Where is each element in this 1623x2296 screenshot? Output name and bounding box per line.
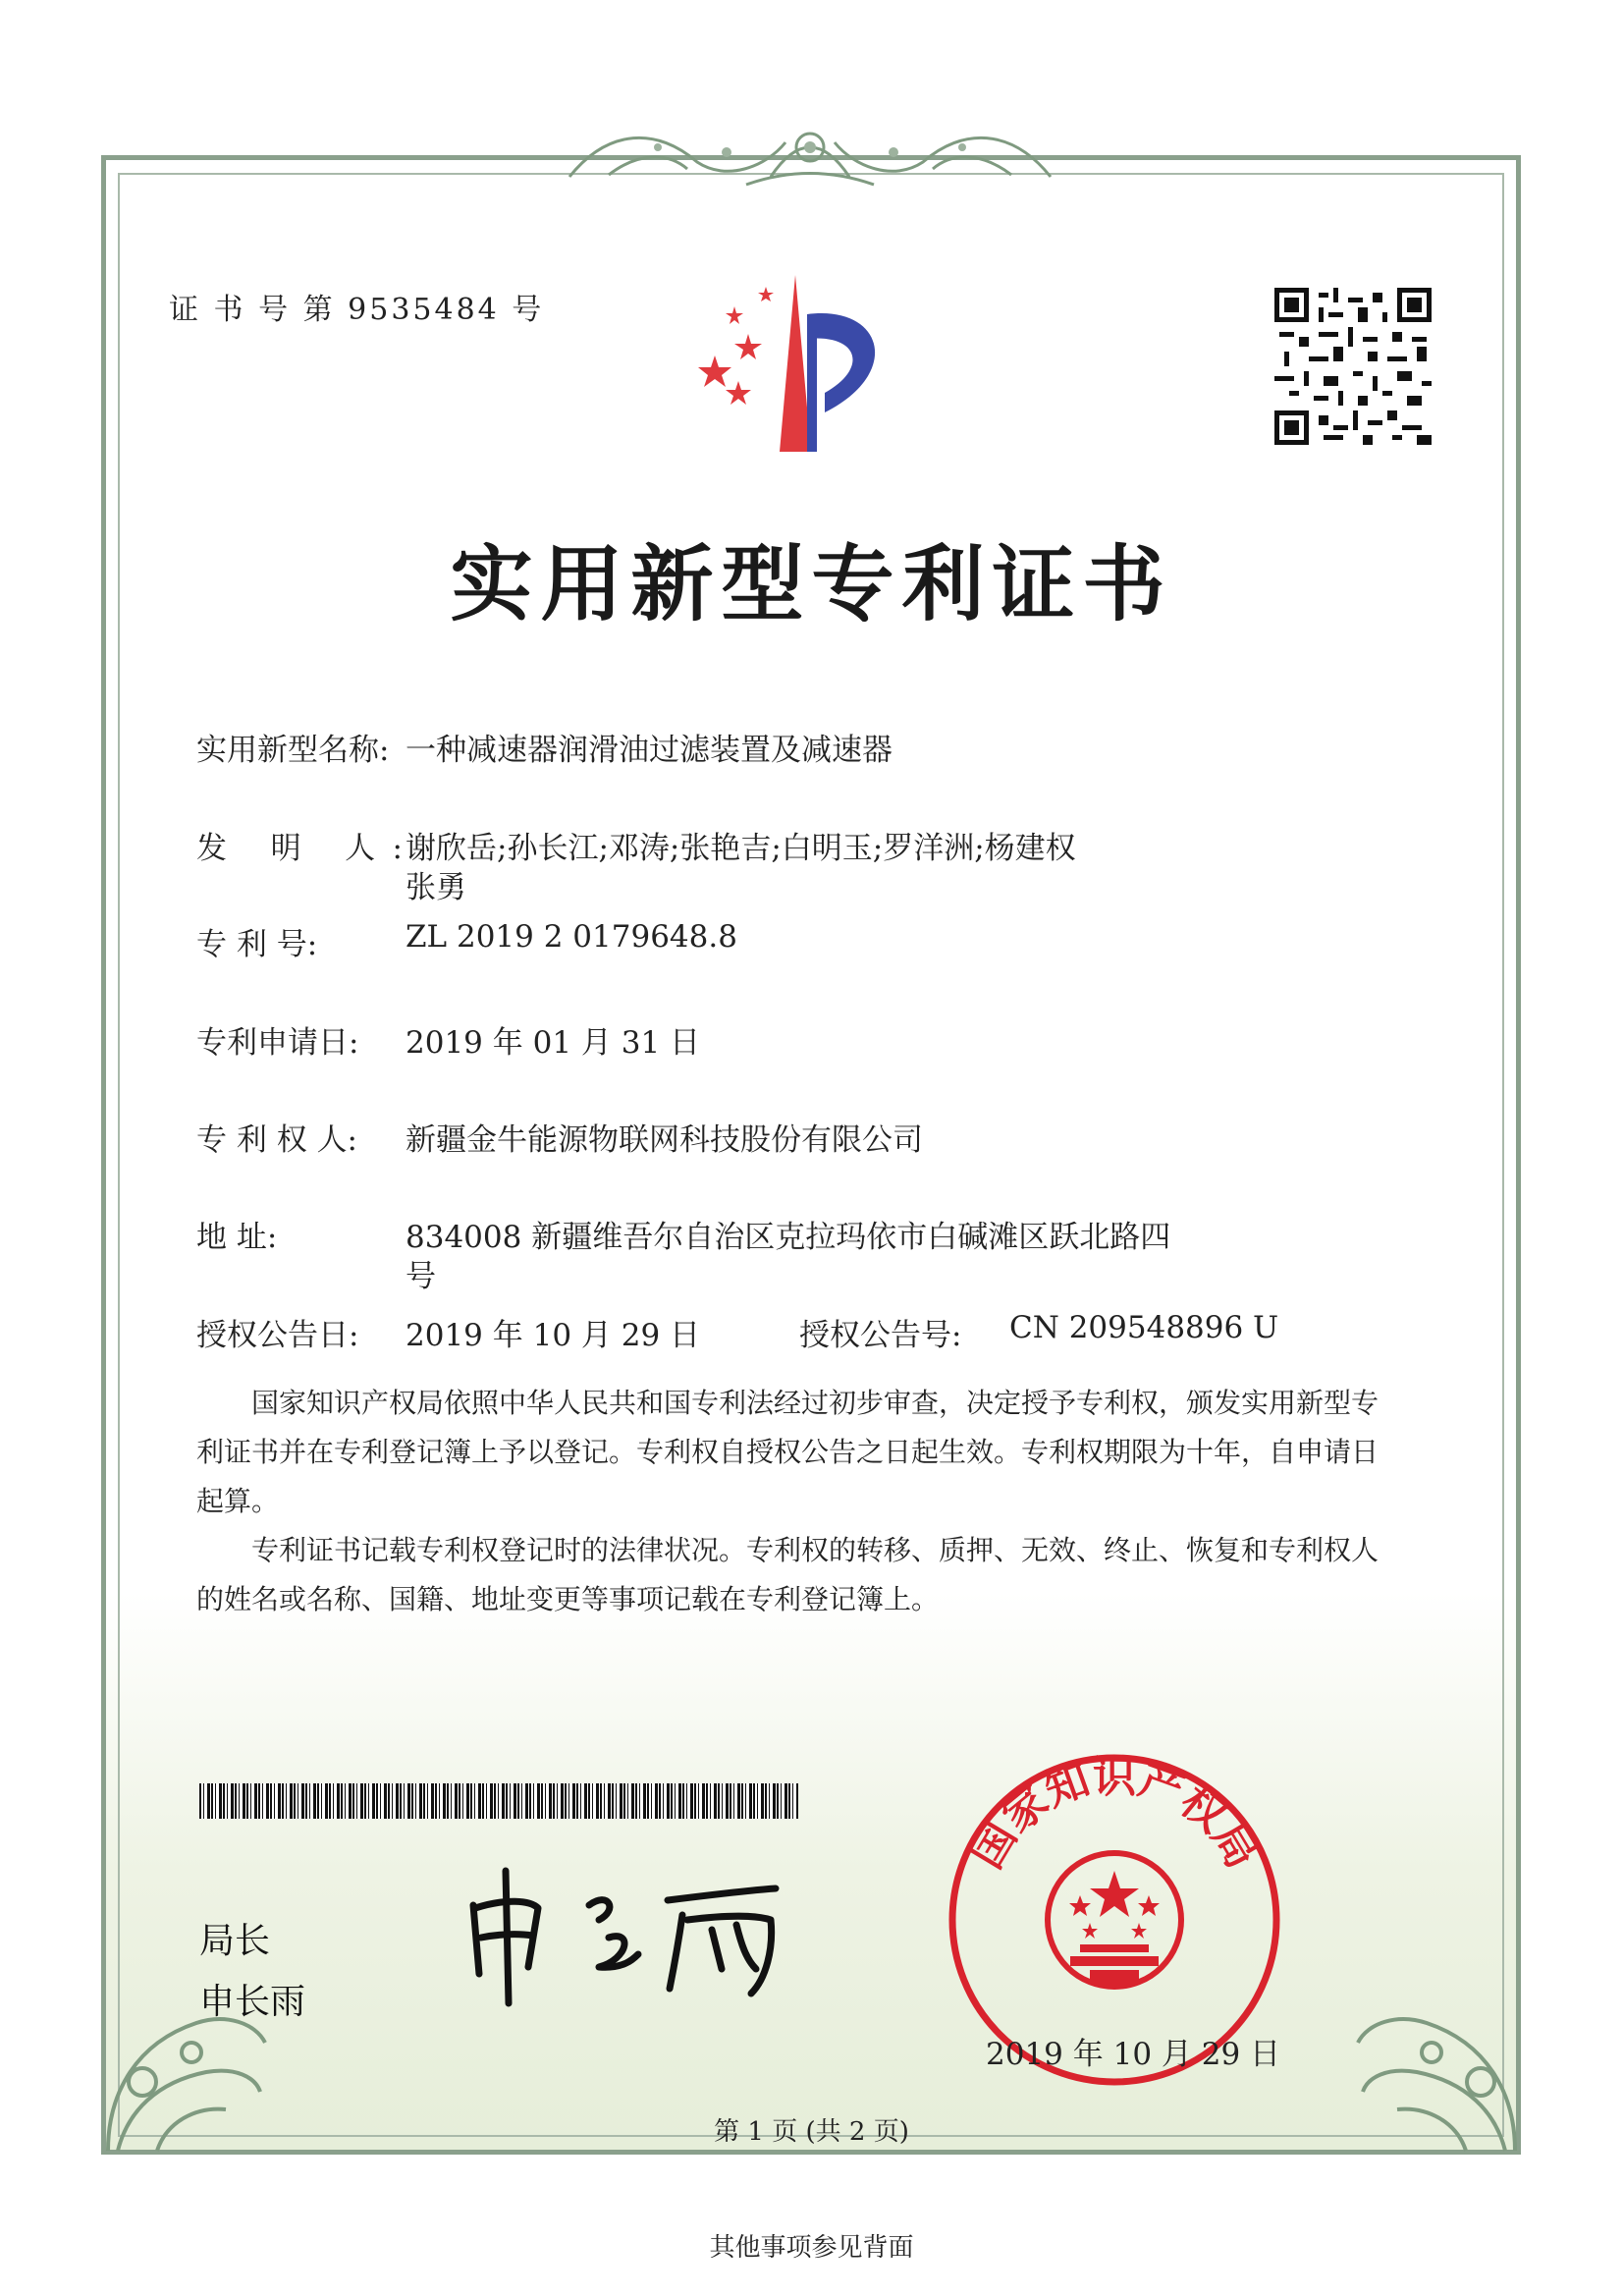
name-label: 实用新型名称:	[196, 733, 390, 768]
svg-text:国家知识产权局	[962, 1752, 1268, 1877]
handwritten-signature	[461, 1861, 805, 2008]
name-value: 一种减速器润滑油过滤装置及减速器	[406, 733, 893, 768]
grant-date-label: 授权公告日:	[196, 1318, 359, 1353]
grant-date-value: 2019 年 10 月 29 日	[406, 1318, 701, 1353]
patent-office-logo	[677, 265, 923, 462]
patentee-value: 新疆金牛能源物联网科技股份有限公司	[406, 1122, 923, 1158]
signatory-name: 申长雨	[199, 1981, 306, 2021]
statement-paragraph-1: 国家知识产权局依照中华人民共和国专利法经过初步审查，决定授予专利权，颁发实用新型专利证书并在专利登记簿上予以登记。专利权自授权公告之日起生效。专利权期限为十年，自申请日起算。	[196, 1387, 1380, 1517]
top-ornament	[550, 108, 1070, 196]
seal-text: 国家知识产权局	[961, 1752, 1268, 1878]
barcode	[199, 1783, 798, 1819]
certificate-number: 证 书 号 第 9535484 号	[169, 293, 545, 327]
grant-number-label: 授权公告号:	[799, 1318, 962, 1353]
address-value-line1: 834008 新疆维吾尔自治区克拉玛依市白碱滩区跃北路四	[406, 1220, 1171, 1255]
patentee-label: 专 利 权 人:	[196, 1122, 358, 1158]
patent-number-label: 专 利 号:	[196, 927, 318, 962]
patent-number-value: ZL 2019 2 0179648.8	[406, 919, 737, 955]
document-title: 实用新型专利证书	[450, 535, 1173, 632]
qr-code	[1274, 288, 1432, 445]
seal-date: 2019 年 10 月 29 日	[986, 2037, 1281, 2072]
grant-number-value: CN 209548896 U	[1009, 1310, 1279, 1345]
filing-date-value: 2019 年 01 月 31 日	[406, 1025, 701, 1061]
inventor-label: 发 明 人:	[196, 831, 403, 866]
page-indicator: 第 1 页 (共 2 页)	[714, 2117, 909, 2147]
address-label: 地 址:	[196, 1220, 278, 1255]
statement-paragraph-2: 专利证书记载专利权登记时的法律状况。专利权的转移、质押、无效、终止、恢复和专利权人的姓名或名称、国籍、地址变更等事项记载在专利登记簿上。	[196, 1534, 1380, 1615]
address-value-line2: 号	[406, 1259, 436, 1294]
signatory-title: 局长	[199, 1920, 271, 1960]
back-note: 其他事项参见背面	[709, 2233, 914, 2263]
inventor-value-line2: 张勇	[406, 870, 466, 905]
filing-date-label: 专利申请日:	[196, 1025, 359, 1061]
inventor-value-line1: 谢欣岳;孙长江;邓涛;张艳吉;白明玉;罗洋洲;杨建权	[406, 831, 1076, 866]
